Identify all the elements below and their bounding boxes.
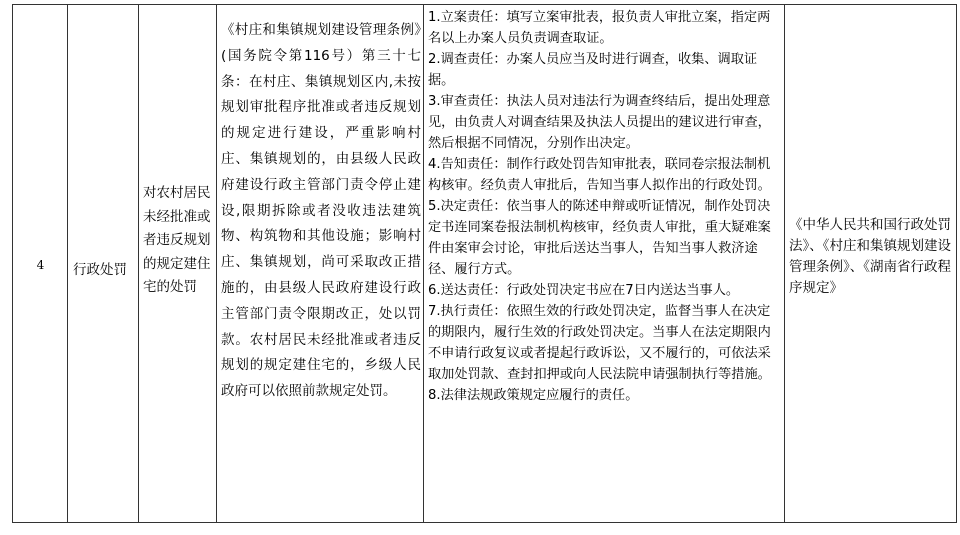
power-name: 对农村居民未经批准或者违反规划的规定建住宅的处罚 [143,185,211,295]
responsibility-table [12,4,957,523]
duty-item: 5.决定责任：依当事人的陈述申辩或听证情况，制作处罚决定书连同案卷报法制机构核审，经负责人审批，重大疑难案件由案审会讨论，审批后送达当事人，告知当事人救济途径、履行方式。 [428,199,771,277]
duty-item: 6.送达责任：行政处罚决定书应在7日内送达当事人。 [428,283,740,298]
legal-basis: 《村庄和集镇规划建设管理条例》(国务院令第116号）第三十七条：在村庄、集镇规划区内,未按规划审批程序批准或者违反规划的规定进行建设，严重影响村庄、集镇规划的，由县级人民政府建设行政主管部门责令停止建设,限期拆除或者没收违法建筑物、构筑物和其他设施；影响村庄、集镇规划，尚可采取改正措施的，由县级人民政府建设行政主管部门责令限期改正，处以罚款。农村居民未经批准或者违反规划的规定建住宅的，乡级人民政府可以依照前款规定处罚。 [221,22,421,400]
duty-item: 8.法律法规政策规定应履行的责任。 [428,388,639,403]
responsibility-list [428,7,783,406]
duty-item: 7.执行责任：依照生效的行政处罚决定，监督当事人在决定的期限内，履行生效的行政处罚决定。当事人在法定期限内不申请行政复议或者提起行政诉讼，又不履行的，可依法采取加处罚款、查封扣押或向人民法院申请强制执行等措施。 [428,304,771,382]
power-type: 行政处罚 [73,262,127,278]
duty-item: 3.审查责任：执法人员对违法行为调查终结后，提出处理意见，由负责人对调查结果及执法人员提出的建议进行审查，然后根据不同情况，分别作出决定。 [428,94,771,151]
duty-item: 2.调查责任：办案人员应当及时进行调查，收集、调取证据。 [428,52,758,88]
duty-item: 1.立案责任：填写立案审批表，报负责人审批立案，指定两名以上办案人员负责调查取证。 [428,10,771,46]
row-index: 4 [36,258,45,272]
duty-item: 4.告知责任：制作行政处罚告知审批表，联同卷宗报法制机构核审。经负责人审批后，告知当事人拟作出的行政处罚。 [428,157,771,193]
accountability-basis: 《中华人民共和国行政处罚法》、《村庄和集镇规划建设管理条例》、《湖南省行政程序规定》 [789,217,951,296]
